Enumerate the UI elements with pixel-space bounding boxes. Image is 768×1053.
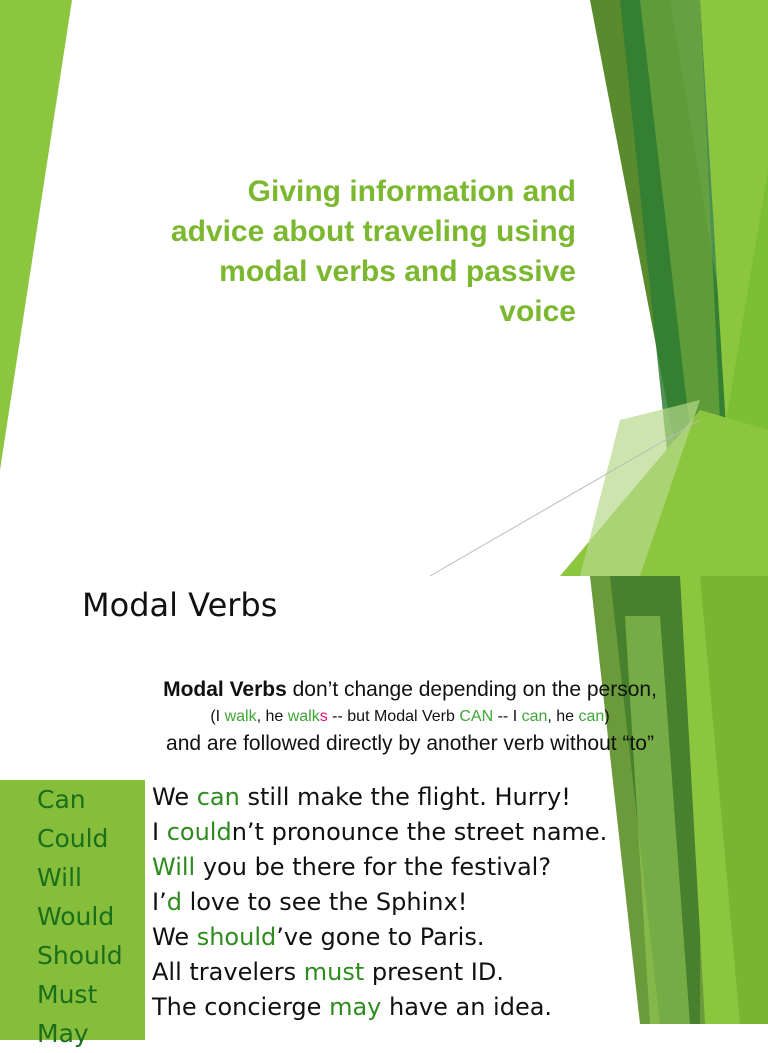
text: I — [152, 818, 167, 846]
slide-title — [100, 172, 576, 332]
highlight-text: can — [578, 708, 605, 725]
modal-highlight: can — [196, 783, 240, 811]
modal-highlight: d — [166, 888, 182, 916]
example-sentences — [152, 780, 607, 1025]
modal-highlight: Will — [152, 853, 196, 881]
intro-rest: don’t change depending on the person, — [286, 678, 657, 701]
text: (I — [210, 708, 225, 725]
example-sentence — [152, 885, 607, 920]
text: you be there for the festival? — [195, 853, 552, 881]
title-line: voice — [499, 295, 576, 328]
modal-verb: Can — [37, 785, 86, 814]
text: , he — [547, 708, 579, 725]
intro-bold: Modal Verbs — [163, 678, 287, 701]
modal-verbs-slide — [0, 576, 768, 1048]
slide-title: Modal Verbs — [82, 586, 278, 624]
example-sentence — [152, 780, 607, 815]
text: still make the flight. Hurry! — [239, 783, 571, 811]
text: n’t pronounce the street name. — [231, 818, 608, 846]
example-sentence — [152, 920, 607, 955]
text: -- but Modal Verb — [327, 708, 460, 725]
text: All travelers — [152, 958, 304, 986]
text: We — [152, 783, 197, 811]
example-sentence — [152, 955, 607, 990]
text: I’ — [152, 888, 167, 916]
modal-highlight: may — [329, 993, 382, 1021]
intro-example-line — [80, 704, 740, 730]
text: have an idea. — [381, 993, 553, 1021]
modal-verb: Would — [37, 902, 115, 931]
modal-verb: Will — [37, 863, 83, 892]
text: ’ve gone to Paris. — [276, 923, 485, 951]
modal-highlight: must — [303, 958, 365, 986]
title-line: modal verbs and passive — [219, 255, 576, 288]
highlight-text: walk — [224, 708, 257, 725]
modal-highlight: could — [166, 818, 232, 846]
example-sentence — [152, 990, 607, 1025]
intro-text — [80, 676, 740, 758]
example-sentence — [152, 850, 607, 885]
modal-highlight: should — [196, 923, 277, 951]
highlight-text: can — [521, 708, 548, 725]
highlight-text: CAN — [459, 708, 494, 725]
modal-verb-list — [37, 780, 123, 1053]
text: -- I — [493, 708, 522, 725]
modal-verb: Should — [37, 941, 123, 970]
text: love to see the Sphinx! — [181, 888, 468, 916]
suffix-highlight: s — [319, 708, 328, 725]
text: The concierge — [152, 993, 330, 1021]
example-sentence — [152, 815, 607, 850]
modal-verb: May — [37, 1019, 89, 1048]
text: ) — [604, 708, 610, 725]
text: We — [152, 923, 197, 951]
modal-verb: Must — [37, 980, 98, 1009]
title-line: advice about traveling using — [170, 215, 576, 248]
highlight-text: walk — [287, 708, 320, 725]
modal-verb: Could — [37, 824, 109, 853]
intro-line — [80, 676, 740, 704]
title-line: Giving information and — [247, 175, 576, 208]
intro-line: and are followed directly by another verb without “to” — [166, 732, 654, 755]
text: present ID. — [364, 958, 504, 986]
text: , he — [256, 708, 288, 725]
